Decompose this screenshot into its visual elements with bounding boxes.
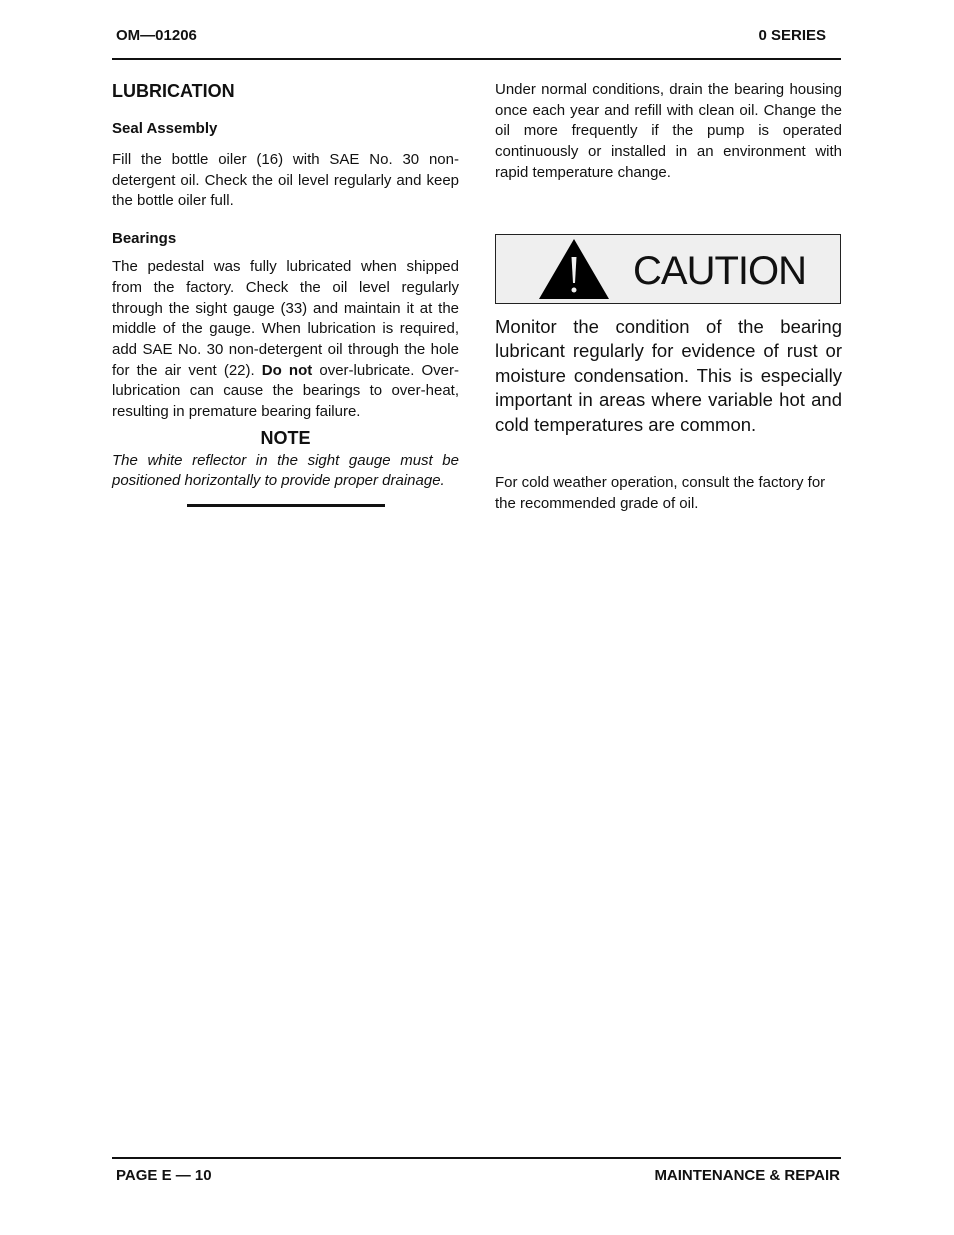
header-rule	[112, 58, 841, 60]
note-text: The white reflector in the sight gauge must be positioned horizontally to provide proper drainage.	[112, 451, 459, 490]
bearings-do-not: Do not	[261, 361, 313, 379]
bearing-housing-text: Under normal conditions, drain the bearing housing once each year and refill with clean oil. Change the oil more frequently if the pump is operated continuously or installed in an environment with rapid temperature change.	[495, 81, 842, 181]
bearings-text-part2: over-lubricate. Over-lubrication can cause the bearings to over-heat, resulting in premature bearing failure.	[112, 361, 460, 421]
bearings-heading: Bearings	[112, 230, 177, 248]
bearings-text	[112, 257, 459, 423]
footer-rule	[112, 1157, 841, 1159]
seal-assembly-text: Fill the bottle oiler (16) with SAE No. 30 non-detergent oil. Check the oil level regularly and keep the bottle oiler full.	[112, 151, 459, 210]
doc-number: OM—01206	[116, 27, 197, 44]
section-name: MAINTENANCE & REPAIR	[654, 1167, 840, 1184]
page-number: PAGE E — 10	[116, 1167, 212, 1184]
cold-weather-block	[495, 473, 842, 514]
caution-label: CAUTION	[633, 249, 806, 293]
caution-text: Monitor the condition of the bearing lubricant regularly for evidence of rust or moisture condensation. This is especially important in areas where variable hot and cold temperatures are common.	[495, 316, 842, 435]
section-title: LUBRICATION	[112, 81, 235, 101]
right-column	[495, 80, 842, 184]
caution-message	[495, 315, 842, 437]
warning-triangle-icon	[537, 237, 611, 301]
series-label: 0 SERIES	[758, 27, 826, 44]
note-heading: NOTE	[260, 427, 311, 448]
note-end-rule	[187, 504, 385, 507]
left-column	[112, 80, 459, 507]
seal-assembly-heading: Seal Assembly	[112, 120, 218, 137]
bearings-text-part1: The pedestal was fully lubricated when shipped from the factory. Check the oil level regularly through the sight gauge (33) and maintain it at the middle of the gauge. When lubrication is required, add SAE No. 30 non-detergent oil through the hole for the air vent (22).	[112, 258, 459, 379]
caution-banner	[495, 234, 841, 304]
cold-weather-text: For cold weather operation, consult the factory for the recommended grade of oil.	[495, 474, 826, 512]
